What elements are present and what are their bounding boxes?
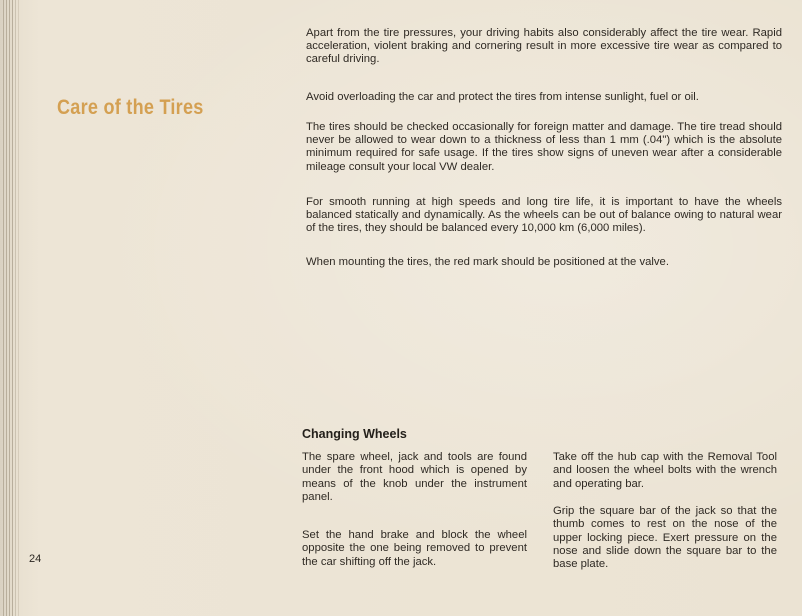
section-heading-changing-wheels: Changing Wheels <box>302 427 407 441</box>
paragraph-hub-cap: Take off the hub cap with the Removal Tool and loosen the wheel bolts with the wrench and operating bar. <box>553 451 777 490</box>
paragraph-spare-wheel-location: The spare wheel, jack and tools are found under the front hood which is opened by means of the knob under the instrument panel. <box>302 451 527 503</box>
paragraph-red-mark: When mounting the tires, the red mark should be positioned at the valve. <box>306 256 669 268</box>
paragraph-driving-habits: Apart from the tire pressures, your driving habits also considerably affect the tire wear. Rapid acceleration, violent braking and cornering result in more excessive tire wear as compared to careful driving. <box>306 27 782 66</box>
page-number: 24 <box>29 553 42 565</box>
paragraph-wheel-balancing: For smooth running at high speeds and long tire life, it is important to have the wheels balanced statically and dynamically. As the wheels can be out of balance owing to natural wear of the tires, they should be balanced every 10,000 km (6,000 miles). <box>306 196 782 235</box>
paragraph-hand-brake: Set the hand brake and block the wheel opposite the one being removed to prevent the car shifting off the jack. <box>302 529 527 568</box>
paragraph-overloading: Avoid overloading the car and protect the tires from intense sunlight, fuel or oil. <box>306 91 699 103</box>
paragraph-jack-grip: Grip the square bar of the jack so that the thumb comes to rest on the nose of the upper locking piece. Exert pressure on the nose and slide down the square bar to the base plate. <box>553 505 777 571</box>
page-binding-edge <box>0 0 22 616</box>
paragraph-tire-checks: The tires should be checked occasionally for foreign matter and damage. The tire tread should never be allowed to wear down to a thickness of less than 1 mm (.04") which is the absolute minimum required for safe usage. If the tires show signs of uneven wear after a considerable mileage consult your local VW dealer. <box>306 121 782 173</box>
page-title: Care of the Tires <box>57 96 204 119</box>
